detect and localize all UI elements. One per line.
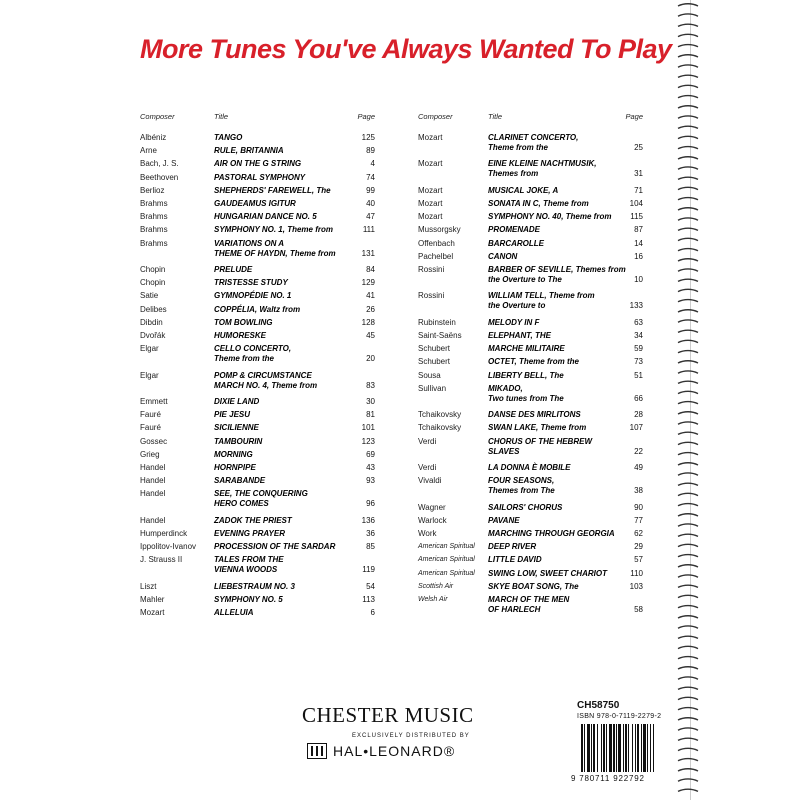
tune-title: MARCHING THROUGH GEORGIA <box>488 529 615 538</box>
tune-title: COPPÉLIA, Waltz from <box>214 304 301 314</box>
page-number: 22 <box>634 446 643 456</box>
tune-title: POMP & CIRCUMSTANCE <box>214 370 312 380</box>
composer-name: Offenbach <box>418 238 455 248</box>
composer-name: Work <box>418 529 437 538</box>
page-number: 125 <box>361 133 375 142</box>
tune-title: EINE KLEINE NACHTMUSIK, <box>488 159 597 169</box>
contents-row <box>418 344 643 354</box>
composer-name: Saint-Saëns <box>418 331 462 340</box>
page-number: 115 <box>630 212 643 222</box>
page-number: 99 <box>366 185 375 195</box>
tune-title: TOM BOWLING <box>214 317 273 327</box>
tune-title: MUSICAL JOKE, A <box>488 185 559 195</box>
hal-leonard-logo-icon <box>307 743 327 759</box>
composer-name: American Spiritual <box>418 556 475 564</box>
tune-title: SYMPHONY NO. 40, Theme from <box>488 212 612 222</box>
contents-row <box>140 331 375 341</box>
tune-title: TALES FROM THE <box>214 555 284 565</box>
page-number: 25 <box>634 143 643 152</box>
page-number: 71 <box>634 185 643 195</box>
tune-title: PRELUDE <box>214 265 253 274</box>
tune-title: LIBERTY BELL, The <box>488 370 564 380</box>
contents-row <box>140 542 375 552</box>
contents-row <box>418 291 643 311</box>
composer-name: Brahms <box>140 225 168 235</box>
tune-title: DANSE DES MIRLITONS <box>488 410 581 420</box>
tune-title-continued: Themes from The <box>488 486 555 496</box>
tune-title: BARCAROLLE <box>488 238 544 248</box>
tune-title: GYMNOPÉDIE NO. 1 <box>214 291 292 301</box>
page-number: 31 <box>634 169 643 179</box>
page-number: 107 <box>629 423 643 433</box>
contents-row <box>140 291 375 301</box>
tune-title: MELODY IN F <box>488 317 540 327</box>
page-number: 58 <box>634 605 643 614</box>
tune-title-continued: Themes from <box>488 169 539 179</box>
composer-name: Tchaikovsky <box>418 423 462 433</box>
page-number: 128 <box>361 317 375 327</box>
distributor-name: HAL•LEONARD® <box>333 743 456 759</box>
page-number: 103 <box>629 581 643 591</box>
page-number: 119 <box>362 565 375 575</box>
tune-title: CLARINET CONCERTO, <box>488 133 579 142</box>
contents-row <box>140 239 375 259</box>
composer-name: Handel <box>140 463 166 472</box>
composer-name: Grieg <box>140 449 160 459</box>
tune-title-continued: THEME OF HAYDN, Theme from <box>214 248 336 258</box>
page-number: 104 <box>629 199 643 208</box>
contents-column-left <box>140 112 375 618</box>
tune-title: DIXIE LAND <box>214 397 260 406</box>
composer-name: Arne <box>140 146 157 156</box>
page-number: 47 <box>366 212 375 222</box>
tune-title: TAMBOURIN <box>214 436 263 446</box>
tune-title: SHEPHERDS' FAREWELL, The <box>214 185 331 195</box>
composer-name: Wagner <box>418 502 446 512</box>
tune-title-continued: HERO COMES <box>214 499 269 509</box>
tune-title: VARIATIONS ON A <box>214 238 285 248</box>
page-number: 83 <box>366 380 375 390</box>
page-number: 73 <box>634 357 643 367</box>
barcode-digits: 9 780711 922792 <box>571 774 645 783</box>
tune-title: PROCESSION OF THE SARDAR <box>214 542 336 552</box>
header-page: Page <box>625 112 643 121</box>
contents-row <box>418 516 643 526</box>
header-title: Title <box>488 112 503 121</box>
composer-name: Warlock <box>418 515 447 525</box>
tune-title: MARCHE MILITAIRE <box>488 344 565 354</box>
composer-name: Handel <box>140 489 166 499</box>
page-number: 28 <box>634 410 643 420</box>
contents-row <box>418 265 643 285</box>
composer-name: Fauré <box>140 423 161 433</box>
column-header <box>418 112 643 126</box>
page-number: 77 <box>634 515 643 525</box>
contents-row <box>418 199 643 209</box>
composer-name: Mussorgsky <box>418 225 461 235</box>
page-number: 110 <box>630 568 643 578</box>
tune-title: DEEP RIVER <box>488 542 537 552</box>
contents-row <box>418 239 643 249</box>
contents-column-right <box>418 112 643 614</box>
page-number: 87 <box>634 225 643 235</box>
composer-name: Beethoven <box>140 172 179 182</box>
contents-row <box>418 159 643 179</box>
composer-name: Schubert <box>418 344 451 354</box>
contents-row <box>140 305 375 315</box>
tune-title: WILLIAM TELL, Theme from <box>488 291 595 301</box>
page-number: 59 <box>634 344 643 354</box>
catalog-number: CH58750 <box>577 700 620 711</box>
contents-row <box>140 437 375 447</box>
composer-name: Rossini <box>418 291 445 301</box>
page-number: 93 <box>366 476 375 486</box>
composer-name: Sullivan <box>418 383 447 393</box>
tune-title: ELEPHANT, THE <box>488 331 551 340</box>
composer-name: Brahms <box>140 238 168 248</box>
composer-name: Mozart <box>418 159 443 169</box>
contents-row <box>140 344 375 364</box>
page-title: More Tunes You've Always Wanted To Play <box>140 34 672 64</box>
tune-title: EVENING PRAYER <box>214 529 285 538</box>
composer-name: Emmett <box>140 397 168 406</box>
tune-title-continued: OF HARLECH <box>488 605 541 614</box>
contents-row <box>140 608 375 618</box>
contents-row <box>140 476 375 486</box>
tune-title: RULE, BRITANNIA <box>214 146 284 156</box>
tune-title-continued: SLAVES <box>488 446 520 456</box>
tune-title: ALLELUIA <box>214 608 254 618</box>
composer-name: Welsh Air <box>418 596 448 603</box>
contents-row <box>418 225 643 235</box>
page-number: 85 <box>366 542 375 552</box>
composer-name: Schubert <box>418 357 451 367</box>
contents-row <box>418 186 643 196</box>
composer-name: Mozart <box>418 133 443 142</box>
contents-row <box>140 199 375 209</box>
tune-title: SAILORS' CHORUS <box>488 502 563 512</box>
composer-name: Dibdin <box>140 317 163 327</box>
contents-row <box>140 212 375 222</box>
page-number: 30 <box>366 397 375 406</box>
publisher-logo: CHESTER MUSIC <box>302 703 474 727</box>
header-composer: Composer <box>418 112 453 121</box>
tune-title: PROMENADE <box>488 225 541 235</box>
page-number: 113 <box>362 595 375 604</box>
contents-row <box>418 371 643 381</box>
tune-title-continued: the Overture to The <box>488 275 562 284</box>
composer-name: Satie <box>140 291 159 301</box>
tune-title: BARBER OF SEVILLE, Themes from <box>488 265 626 274</box>
tune-title: PAVANE <box>488 515 520 525</box>
composer-name: Mozart <box>418 199 443 208</box>
tune-title: MIKADO, <box>488 383 523 393</box>
composer-name: Pachelbel <box>418 251 454 261</box>
contents-row <box>418 423 643 433</box>
page-number: 111 <box>362 225 375 235</box>
page-number: 57 <box>634 555 643 565</box>
contents-row <box>418 463 643 473</box>
composer-name: Chopin <box>140 278 166 288</box>
page-number: 81 <box>366 410 375 420</box>
composer-name: Ippolitov-Ivanov <box>140 542 197 552</box>
composer-name: Elgar <box>140 344 159 354</box>
composer-name: Liszt <box>140 581 157 591</box>
tune-title-continued: VIENNA WOODS <box>214 565 278 575</box>
tune-title: SONATA IN C, Theme from <box>488 199 589 208</box>
tune-title: SYMPHONY NO. 1, Theme from <box>214 225 333 235</box>
page-number: 16 <box>634 251 643 261</box>
page-number: 36 <box>366 529 375 538</box>
contents-row <box>418 133 643 153</box>
contents-row <box>140 173 375 183</box>
composer-name: Fauré <box>140 410 161 420</box>
tune-title: MORNING <box>214 449 253 459</box>
composer-name: Mahler <box>140 595 165 604</box>
page-number: 49 <box>634 463 643 472</box>
tune-title: GAUDEAMUS IGITUR <box>214 199 296 208</box>
contents-row <box>140 582 375 592</box>
tune-title: SYMPHONY NO. 5 <box>214 595 283 604</box>
page-number: 34 <box>634 331 643 340</box>
tune-title: TANGO <box>214 133 243 142</box>
composer-name: Albéniz <box>140 133 167 142</box>
contents-row <box>140 371 375 391</box>
contents-row <box>140 133 375 143</box>
tune-title: TRISTESSE STUDY <box>214 278 288 288</box>
composer-name: Mozart <box>418 212 443 222</box>
page-number: 20 <box>366 354 375 364</box>
contents-row <box>140 397 375 407</box>
page-number: 41 <box>366 291 375 301</box>
tune-title-continued: Theme from the <box>214 354 275 364</box>
composer-name: Delibes <box>140 304 167 314</box>
tune-title: MARCH OF THE MEN <box>488 595 570 604</box>
contents-row <box>418 437 643 457</box>
contents-row <box>140 463 375 473</box>
page-number: 129 <box>361 278 375 288</box>
contents-row <box>418 384 643 404</box>
composer-name: J. Strauss II <box>140 555 183 565</box>
contents-row <box>140 450 375 460</box>
composer-name: Dvořák <box>140 331 166 340</box>
contents-row <box>418 503 643 513</box>
tune-title: AIR ON THE G STRING <box>214 159 302 169</box>
page-number: 136 <box>361 515 375 525</box>
composer-name: American Spiritual <box>418 543 475 551</box>
composer-name: Handel <box>140 515 166 525</box>
tune-title: SWAN LAKE, Theme from <box>488 423 587 433</box>
contents-row <box>418 252 643 262</box>
composer-name: Vivaldi <box>418 476 442 486</box>
page-number: 66 <box>634 393 643 403</box>
composer-name: Brahms <box>140 212 168 222</box>
page-number: 38 <box>634 486 643 496</box>
contents-row <box>140 186 375 196</box>
composer-name: Mozart <box>140 608 165 618</box>
contents-row <box>418 212 643 222</box>
contents-row <box>418 476 643 496</box>
composer-name: Scottish Air <box>418 582 454 590</box>
contents-row <box>418 318 643 328</box>
barcode-icon <box>580 724 678 772</box>
tune-title: LA DONNA È MOBILE <box>488 463 571 472</box>
page-number: 133 <box>629 301 643 311</box>
tune-title: HUMORESKE <box>214 331 267 340</box>
contents-row <box>418 595 643 615</box>
contents-row <box>140 423 375 433</box>
tune-title: SEE, THE CONQUERING <box>214 489 308 499</box>
page-number: 54 <box>366 581 375 591</box>
composer-name: American Spiritual <box>418 569 475 577</box>
tune-title-continued: the Overture to <box>488 301 546 311</box>
contents-row <box>418 410 643 420</box>
page-number: 14 <box>634 238 643 248</box>
page-number: 84 <box>366 265 375 274</box>
page-number: 45 <box>366 331 375 340</box>
composer-name: Gossec <box>140 436 168 446</box>
page-number: 4 <box>370 159 375 169</box>
contents-row <box>140 516 375 526</box>
contents-row <box>140 225 375 235</box>
contents-row <box>140 318 375 328</box>
contents-row <box>418 357 643 367</box>
contents-row <box>418 331 643 341</box>
column-header <box>140 112 375 126</box>
tune-title: SICILIENNE <box>214 423 259 433</box>
contents-row <box>140 410 375 420</box>
tune-title: SKYE BOAT SONG, The <box>488 581 579 591</box>
tune-title: CELLO CONCERTO, <box>214 344 292 354</box>
contents-row <box>140 529 375 539</box>
page-number: 40 <box>366 199 375 208</box>
composer-name: Tchaikovsky <box>418 410 462 420</box>
tune-title: CHORUS OF THE HEBREW <box>488 436 592 446</box>
composer-name: Brahms <box>140 199 168 208</box>
contents-row <box>418 569 643 579</box>
composer-name: Verdi <box>418 436 437 446</box>
page-number: 26 <box>366 304 375 314</box>
composer-name: Elgar <box>140 370 159 380</box>
page-number: 96 <box>366 499 375 509</box>
composer-name: Bach, J. S. <box>140 159 179 169</box>
page-number: 62 <box>634 529 643 538</box>
tune-title: ZADOK THE PRIEST <box>214 515 292 525</box>
tune-title-continued: Two tunes from The <box>488 393 564 403</box>
page-number: 123 <box>361 436 375 446</box>
tune-title: CANON <box>488 251 518 261</box>
page-number: 69 <box>366 449 375 459</box>
tune-title: FOUR SEASONS, <box>488 476 555 486</box>
contents-row <box>140 489 375 509</box>
contents-row <box>418 542 643 552</box>
contents-row <box>418 555 643 565</box>
composer-name: Humperdinck <box>140 529 188 538</box>
contents-row <box>140 555 375 575</box>
tune-title-continued: MARCH NO. 4, Theme from <box>214 380 318 390</box>
page-number: 43 <box>366 463 375 472</box>
composer-name: Verdi <box>418 463 437 472</box>
tune-title-continued: Theme from the <box>488 143 549 152</box>
contents-row <box>140 278 375 288</box>
distribution-note: EXCLUSIVELY DISTRIBUTED BY <box>352 733 470 739</box>
page-number: 51 <box>634 370 643 380</box>
page-number: 10 <box>634 275 643 284</box>
isbn: ISBN 978-0-7119-2279-2 <box>577 713 662 720</box>
composer-name: Mozart <box>418 185 443 195</box>
page-number: 89 <box>366 146 375 156</box>
composer-name: Berlioz <box>140 185 165 195</box>
contents-row <box>418 529 643 539</box>
spiral-binding-icon <box>676 0 700 800</box>
header-title: Title <box>214 112 229 121</box>
tune-title: SARABANDE <box>214 476 266 486</box>
tune-title: PIE JESU <box>214 410 251 420</box>
contents-row <box>140 159 375 169</box>
composer-name: Chopin <box>140 265 166 274</box>
page-number: 131 <box>361 248 375 258</box>
composer-name: Rubinstein <box>418 317 456 327</box>
page-number: 63 <box>634 317 643 327</box>
header-page: Page <box>357 112 375 121</box>
tune-title: LITTLE DAVID <box>488 555 542 565</box>
composer-name: Rossini <box>418 265 445 274</box>
page-number: 6 <box>370 608 375 618</box>
page-number: 29 <box>634 542 643 552</box>
contents-row <box>418 582 643 592</box>
composer-name: Sousa <box>418 370 441 380</box>
tune-title: HUNGARIAN DANCE NO. 5 <box>214 212 317 222</box>
tune-title: HORNPIPE <box>214 463 256 472</box>
contents-row <box>140 595 375 605</box>
page-number: 101 <box>361 423 375 433</box>
page-number: 74 <box>366 172 375 182</box>
page-number: 90 <box>634 502 643 512</box>
tune-title: OCTET, Theme from the <box>488 357 579 367</box>
header-composer: Composer <box>140 112 175 121</box>
tune-title: PASTORAL SYMPHONY <box>214 172 306 182</box>
contents-row <box>140 265 375 275</box>
composer-name: Handel <box>140 476 166 486</box>
contents-row <box>140 146 375 156</box>
tune-title: SWING LOW, SWEET CHARIOT <box>488 568 607 578</box>
tune-title: LIEBESTRAUM NO. 3 <box>214 581 295 591</box>
